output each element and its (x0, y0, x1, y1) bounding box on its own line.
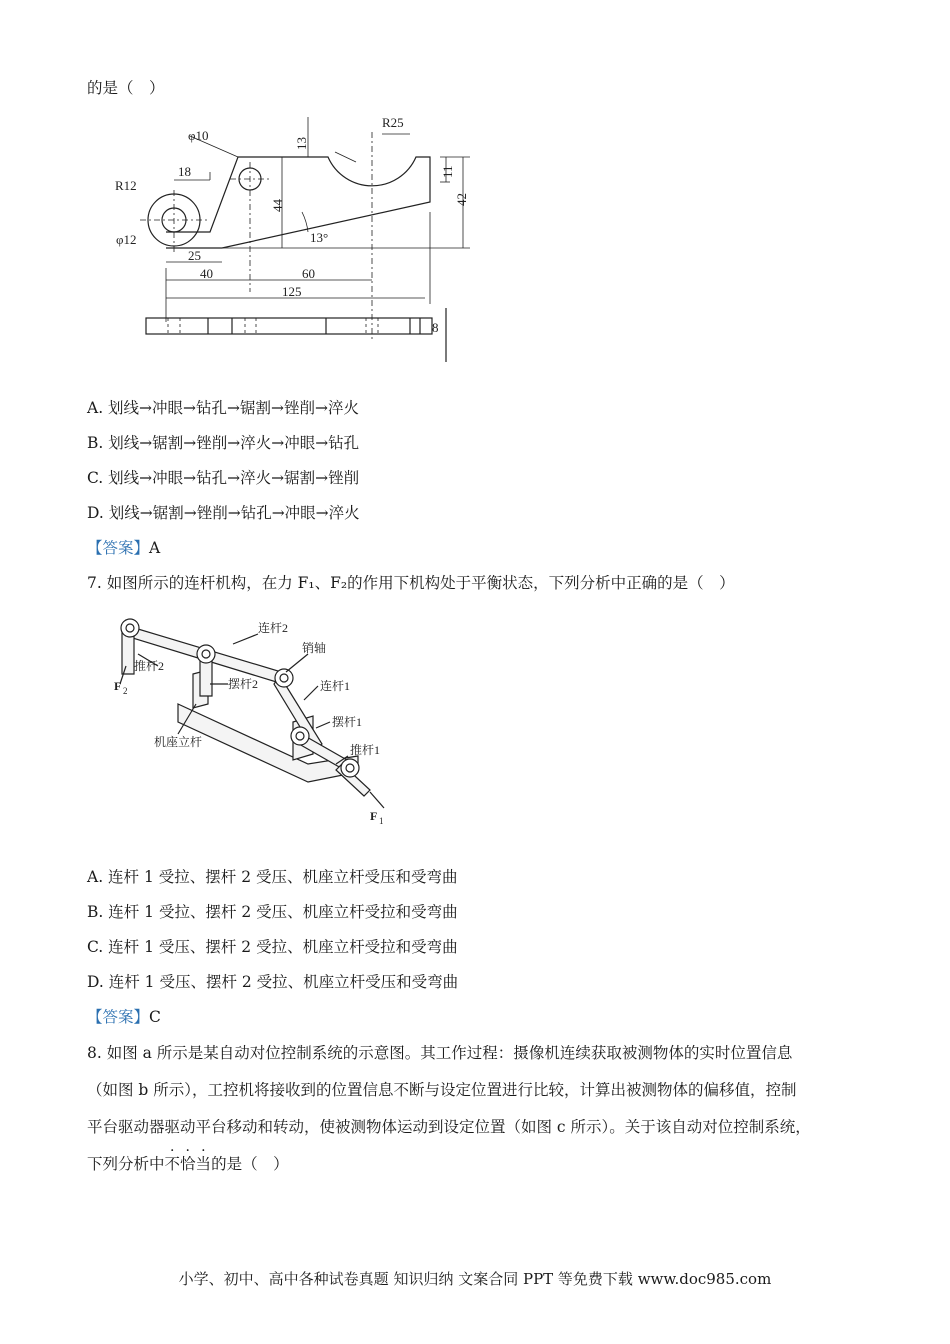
dim-r12: R12 (115, 178, 137, 193)
dim-18: 18 (178, 164, 191, 179)
dim-phi10: φ10 (188, 128, 209, 143)
label-push1: 推杆1 (350, 743, 381, 757)
q7-option-c[interactable]: C. 连杆 1 受压、摆杆 2 受拉、机座立杆受拉和受弯曲 (87, 938, 458, 956)
q7-stem: 7. 如图所示的连杆机构，在力 F₁、F₂的作用下机构处于平衡状态，下列分析中正确的是（ ） (87, 574, 735, 592)
emphasis-char: 不 (164, 1155, 181, 1173)
emphasis-char: 当 (195, 1155, 212, 1173)
label-f2: F (114, 679, 122, 693)
label-link2: 连杆2 (258, 621, 289, 635)
dim-40: 40 (200, 266, 213, 281)
q8-stem-line3: 平台驱动器驱动平台移动和转动，使被测物体运动到设定位置（如图 c 所示）。关于该自动对位控制系统， (87, 1118, 811, 1136)
label-link1: 连杆1 (320, 679, 351, 693)
label-f1-sub: 1 (379, 816, 384, 826)
q6-option-a[interactable]: A. 划线→冲眼→钻孔→锯割→锉削→淬火 (87, 399, 359, 417)
dim-13deg: 13° (310, 230, 329, 245)
q8-stem-line2: （如图 b 所示），工控机将接收到的位置信息不断与设定位置进行比较，计算出被测物体的偏移值，控制 (87, 1081, 797, 1099)
label-f2-sub: 2 (123, 686, 128, 696)
dim-60: 60 (302, 266, 315, 281)
label-swing1: 摆杆1 (332, 715, 363, 729)
q7-answer (87, 1005, 161, 1027)
q8-line4-pre: 下列分析中 (87, 1155, 165, 1173)
dim-8: 8 (432, 320, 439, 335)
answer-tag: 【答案】 (87, 1008, 150, 1026)
q6-drawing-svg (110, 112, 470, 374)
dim-phi12: φ12 (116, 232, 137, 247)
q6-option-d[interactable]: D. 划线→锯割→锉削→钻孔→冲眼→淬火 (87, 504, 360, 522)
q7-linkage-svg (108, 604, 398, 826)
answer-value: A (149, 539, 161, 557)
answer-value: C (149, 1008, 161, 1026)
dim-11: 11 (440, 165, 455, 178)
label-f1: F (370, 809, 378, 823)
label-swing2: 摆杆2 (228, 677, 259, 691)
page-footer: 小学、初中、高中各种试卷真题 知识归纳 文案合同 PPT 等免费下载 www.doc985.com (178, 1270, 772, 1288)
dim-44: 44 (270, 199, 285, 212)
dim-125: 125 (282, 284, 302, 299)
q7-linkage-figure (108, 604, 398, 826)
q8-stem-line1: 8. 如图 a 所示是某自动对位控制系统的示意图。其工作过程：摄像机连续获取被测物体的实时位置信息 (87, 1044, 793, 1062)
q6-stem-tail: 的是（ ） (87, 79, 165, 97)
label-pin: 销轴 (302, 641, 327, 655)
q7-option-a[interactable]: A. 连杆 1 受拉、摆杆 2 受压、机座立杆受压和受弯曲 (87, 868, 458, 886)
q7-option-b[interactable]: B. 连杆 1 受拉、摆杆 2 受压、机座立杆受拉和受弯曲 (87, 903, 458, 921)
q6-option-c[interactable]: C. 划线→冲眼→钻孔→淬火→锯割→锉削 (87, 469, 360, 487)
q8-stem-line4 (87, 1152, 289, 1174)
dim-13: 13 (294, 137, 309, 150)
label-push2: 推杆2 (134, 659, 165, 673)
q8-line4-post: 的是（ ） (211, 1155, 289, 1173)
emphasis-char: 恰 (180, 1155, 196, 1173)
q6-option-b[interactable]: B. 划线→锯割→锉削→淬火→冲眼→钻孔 (87, 434, 360, 452)
q7-option-d[interactable]: D. 连杆 1 受压、摆杆 2 受拉、机座立杆受压和受弯曲 (87, 973, 459, 991)
q6-answer (87, 536, 160, 558)
label-base: 机座立杆 (154, 735, 203, 749)
q6-part-drawing (110, 112, 470, 374)
dim-42: 42 (454, 193, 469, 206)
dim-r25: R25 (382, 115, 404, 130)
dim-25: 25 (188, 248, 201, 263)
answer-tag: 【答案】 (87, 539, 150, 557)
